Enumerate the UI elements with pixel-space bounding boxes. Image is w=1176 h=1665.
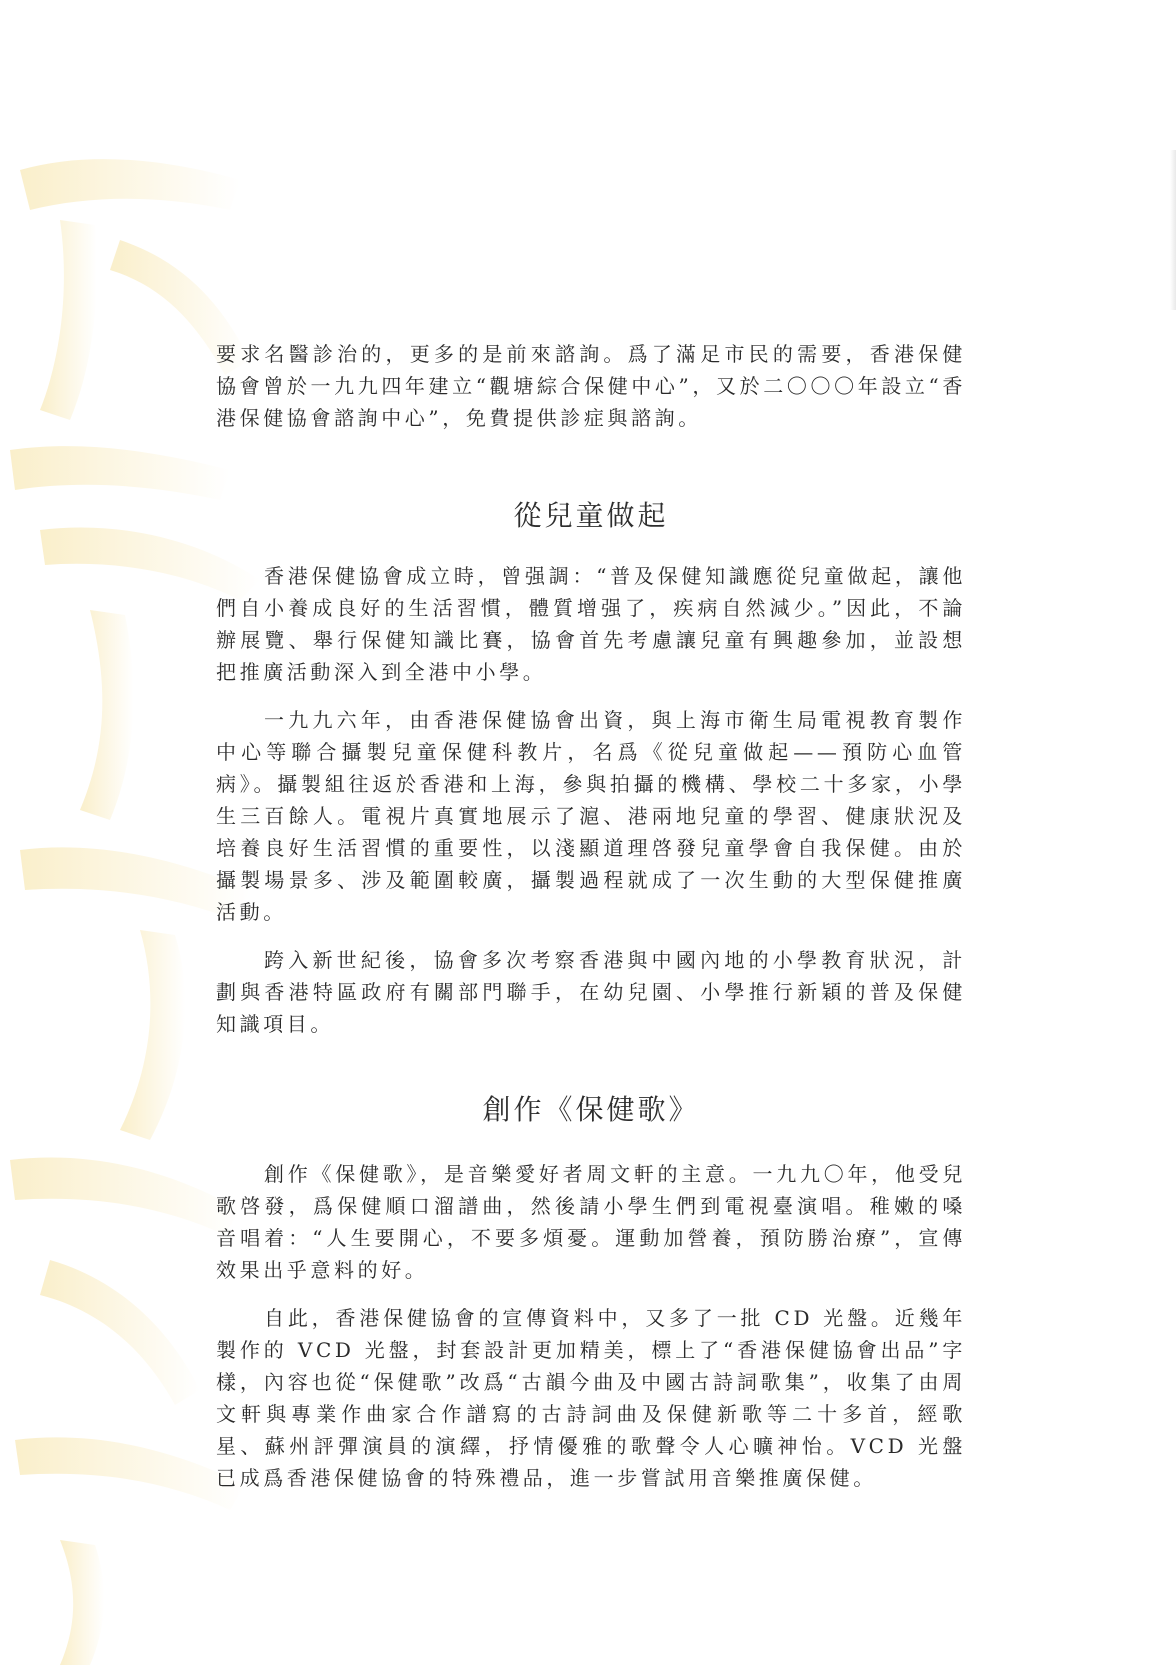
- section-health-song-body: [216, 1158, 966, 1494]
- section-children-paragraph-1: 香港保健協會成立時，曾强調：“普及保健知識應從兒童做起，讓他們自小養成良好的生活習慣，體質增强了，疾病自然減少。”因此，不論辦展覽、舉行保健知識比賽，協會首先考慮讓兒童有興趣參加，並設想把推廣活動深入到全港中小學。: [216, 564, 966, 684]
- section-health-song-paragraph-1: 創作《保健歌》，是音樂愛好者周文軒的主意。一九九〇年，他受兒歌啓發，爲保健順口溜譜曲，然後請小學生們到電視臺演唱。稚嫩的嗓音唱着：“人生要開心，不要多煩憂。運動加營養，預防勝治療”，宣傳效果出乎意料的好。: [216, 1162, 966, 1282]
- intro-paragraph: 要求名醫診治的，更多的是前來諮詢。爲了滿足市民的需要，香港保健協會曾於一九九四年建立“觀塘綜合保健中心”，又於二〇〇〇年設立“香港保健協會諮詢中心”，免費提供診症與諮詢。: [216, 342, 966, 430]
- section-heading-children: 從兒童做起: [513, 499, 669, 532]
- section-children-paragraph-3: 跨入新世紀後，協會多次考察香港與中國內地的小學教育狀況，計劃與香港特區政府有關部門聯手，在幼兒園、小學推行新穎的普及保健知識項目。: [216, 948, 966, 1036]
- section-health-song-paragraph-2: 自此，香港保健協會的宣傳資料中，又多了一批 CD 光盤。近幾年製作的 VCD 光盤，封套設計更加精美，標上了“香港保健協會出品”字樣，內容也從“保健歌”改爲“古韻今曲及中國古詩詞歌集”，收集了由周文軒與專業作曲家合作譜寫的古詩詞曲及保健新歌等二十多首，經歌星、蘇州評彈演員的演繹，抒情優雅的歌聲令人心曠神怡。VCD 光盤已成爲香港保健協會的特殊禮品，進一步嘗試用音樂推廣保健。: [216, 1306, 966, 1490]
- section-children-paragraph-2: 一九九六年，由香港保健協會出資，與上海市衛生局電視教育製作中心等聯合攝製兒童保健科教片，名爲《從兒童做起——預防心血管病》。攝製組往返於香港和上海，參與拍攝的機構、學校二十多家，小學生三百餘人。電視片真實地展示了滬、港兩地兒童的學習、健康狀況及培養良好生活習慣的重要性，以淺顯道理啓發兒童學會自我保健。由於攝製場景多、涉及範圍較廣，攝製過程就成了一次生動的大型保健推廣活動。: [216, 708, 966, 924]
- section-heading-health-song: 創作《保健歌》: [482, 1093, 700, 1126]
- scan-edge-shadow: [1170, 150, 1176, 310]
- section-children-body: [216, 560, 966, 1040]
- intro-section: [216, 338, 966, 434]
